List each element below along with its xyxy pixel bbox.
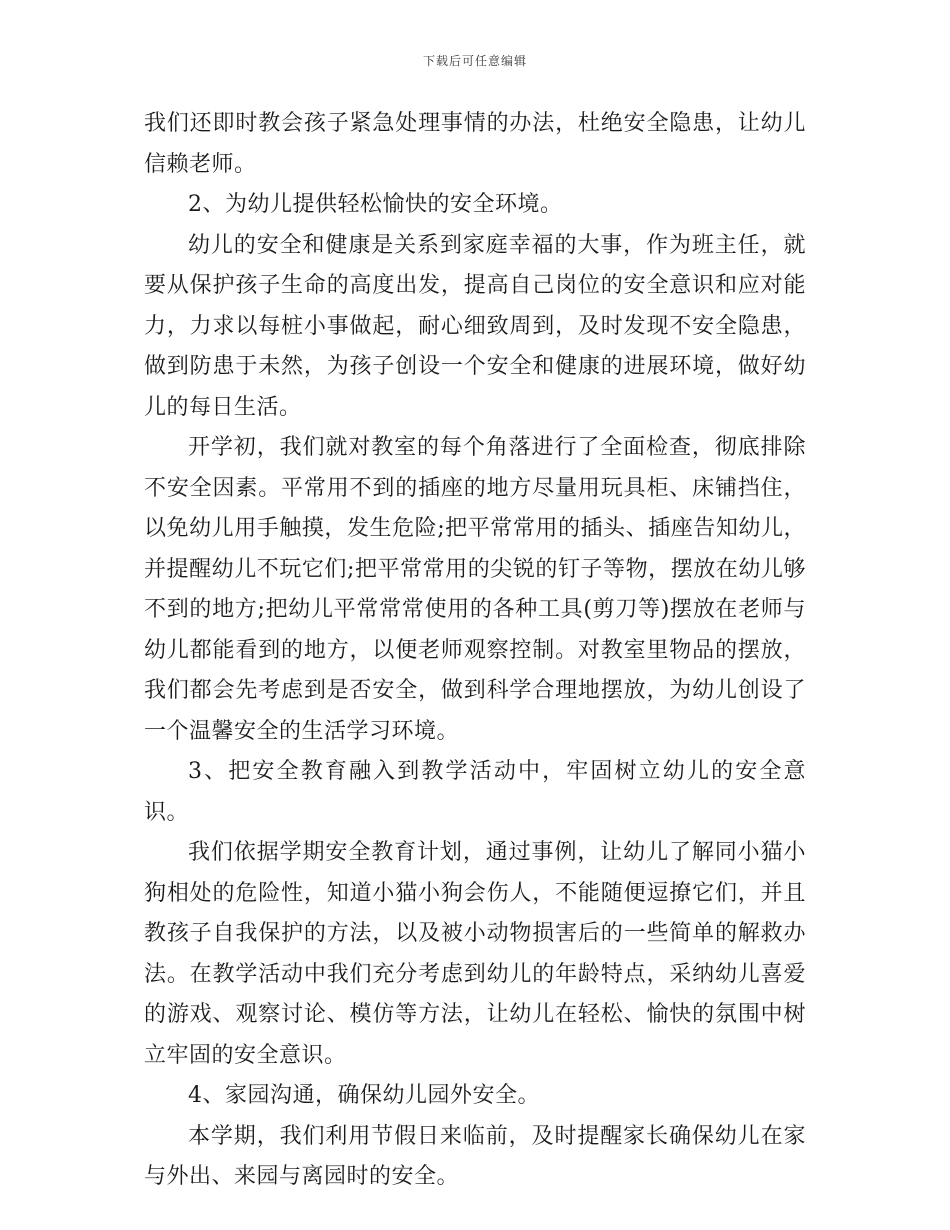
paragraph: 开学初，我们就对教室的每个角落进行了全面检查，彻底排除不安全因素。平常用不到的插座的地方尽量用玩具柜、床铺挡住，以免幼儿用手触摸，发生危险;把平常常用的插头、插座告知幼儿，并提醒幼儿不玩它们;把平常常用的尖锐的钉子等物，摆放在幼儿够不到的地方;把幼儿平常常常使用的各种工具(剪刀等)摆放在老师与幼儿都能看到的地方，以便老师观察控制。对教室里物品的摆放，我们都会先考虑到是否安全，做到科学合理地摆放，为幼儿创设了一个温馨安全的生活学习环境。 [144, 435, 806, 744]
section-heading-4: 4、家园沟通，确保幼儿园外安全。 [188, 1083, 540, 1108]
section-heading-2: 2、为幼儿提供轻松愉快的安全环境。 [188, 192, 563, 217]
paragraph-continuation: 我们还即时教会孩子紧急处理事情的办法，杜绝安全隐患，让幼儿信赖老师。 [144, 111, 806, 177]
document-body [144, 104, 806, 1198]
paragraph: 幼儿的安全和健康是关系到家庭幸福的大事，作为班主任，就要从保护孩子生命的高度出发，提高自己岗位的安全意识和应对能力，力求以每桩小事做起，耐心细致周到，及时发现不安全隐患，做到防患于未然，为孩子创设一个安全和健康的进展环境，做好幼儿的每日生活。 [144, 232, 806, 420]
paragraph: 我们依据学期安全教育计划，通过事例，让幼儿了解同小猫小狗相处的危险性，知道小猫小狗会伤人，不能随便逗撩它们，并且教孩子自我保护的方法，以及被小动物损害后的一些简单的解救办法。在教学活动中我们充分考虑到幼儿的年龄特点，采纳幼儿喜爱的游戏、观察讨论、模仿等方法，让幼儿在轻松、愉快的氛围中树立牢固的安全意识。 [144, 840, 806, 1068]
paragraph: 本学期，我们利用节假日来临前，及时提醒家长确保幼儿在家与外出、来园与离园时的安全。 [144, 1123, 806, 1189]
page-header: 下载后可任意编辑 [422, 54, 527, 68]
section-heading-3: 3、把安全教育融入到教学活动中，牢固树立幼儿的安全意识。 [144, 759, 806, 825]
